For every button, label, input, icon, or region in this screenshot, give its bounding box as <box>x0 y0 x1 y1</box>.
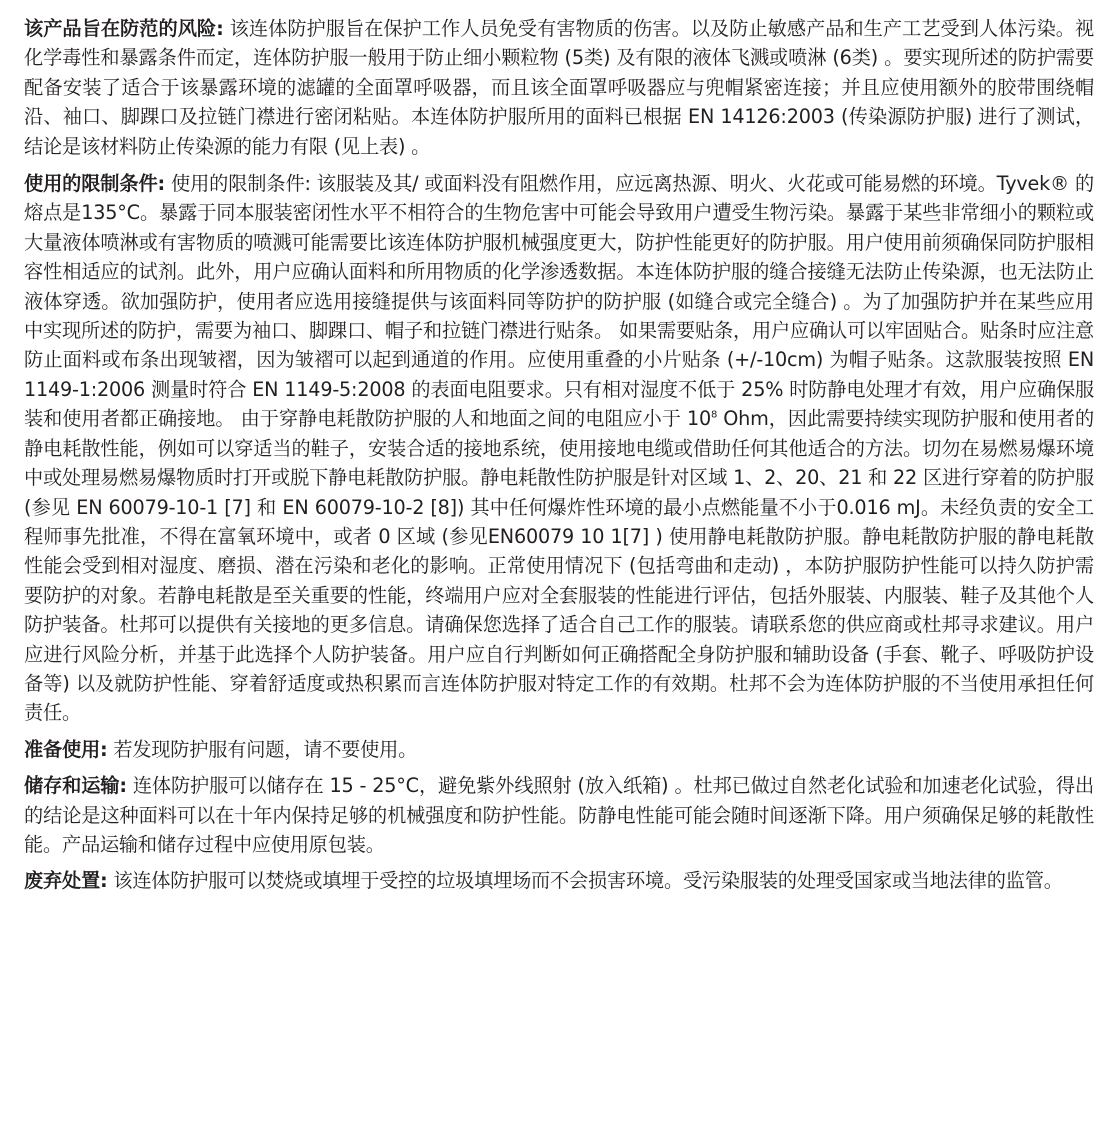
preparation-section <box>24 735 1094 764</box>
risk-text: 该连体防护服旨在保护工作人员免受有害物质的伤害。以及防止敏感产品和生产工艺受到人体污染。视化学毒性和暴露条件而定，连体防护服一般用于防止细小颗粒物 (5类) 及有限的液体飞溅或喷淋 (6类) 。要实现所述的防护需要配备安装了适合于该暴露环境的滤罐的全面罩呼吸器，而且该全面罩呼吸器应与兜帽紧密连接；并且应使用额外的胶带围绕帽沿、袖口、脚踝口及拉链门襟进行密闭粘贴。本连体防护服所用的面料已根据 EN 14126:2003 (传染源防护服) 进行了测试，结论是该材料防止传染源的能力有限 (见上表) 。 <box>24 17 1094 158</box>
storage-text: 连体防护服可以储存在 15 - 25°C，避免紫外线照射 (放入纸箱) 。杜邦已做过自然老化试验和加速老化试验，得出的结论是这种面料可以在十年内保持足够的机械强度和防护性能。防静电性能可能会随时间逐渐下降。用户须确保足够的耗散性能。产品运输和储存过程中应使用原包装。 <box>24 774 1094 856</box>
limitations-heading: 使用的限制条件: <box>24 172 166 196</box>
limitations-section <box>24 169 1094 728</box>
risk-heading: 该产品旨在防范的风险: <box>24 17 224 40</box>
preparation-text: 若发现防护服有问题，请不要使用。 <box>107 737 418 761</box>
disposal-section <box>24 866 1094 895</box>
storage-section <box>24 771 1094 859</box>
storage-heading: 储存和运输: <box>24 774 127 798</box>
preparation-heading: 准备使用: <box>24 737 108 761</box>
limitations-text-part2: Ohm，因此需要持续实现防护服和使用者的静电耗散性能，例如可以穿适当的鞋子，安装合适的接地系统，使用接地电缆或借助任何其他适合的方法。切勿在易燃易爆环境中或处理易燃易爆物质时打开或脱下静电耗散防护服。静电耗散性防护服是针对区域 1、2、20、21 和 22 区进行穿着的防护服 (参见 EN 60079-10-1 [7] 和 EN 60079-10-2 [8]) 其中任何爆炸性环境的最小点燃能量不小于0.016 mJ。未经负责的安全工程师事先批准，不得在富氧环境中，或者 0 区域 (参见EN60079 10 1[7] ) 使用静电耗散防护服。静电耗散防护服的静电耗散性能会受到相对湿度、磨损、潜在污染和老化的影响。正常使用情况下 (包括弯曲和走动) ，本防护服防护性能可以持久防护需要防护的对象。若静电耗散是至关重要的性能，终端用户应对全套服装的性能进行评估，包括外服装、内服装、鞋子及其他个人防护装备。杜邦可以提供有关接地的更多信息。请确保您选择了适合自己工作的服装。请联系您的供应商或杜邦寻求建议。用户应进行风险分析，并基于此选择个人防护装备。用户应自行判断如何正确搭配全身防护服和辅助设备 (手套、靴子、呼吸防护设备等) 以及就防护性能、穿着舒适度或热积累而言连体防护服对特定工作的有效期。杜邦不会为连体防护服的不当使用承担任何责任。 <box>24 407 1094 725</box>
disposal-text: 该连体防护服可以焚烧或填埋于受控的垃圾填埋场而不会损害环境。受污染服装的处理受国家或当地法律的监管。 <box>107 869 1063 893</box>
disposal-heading: 废弃处置: <box>24 869 108 893</box>
limitations-text-part1: 使用的限制条件: 该服装及其/ 或面料没有阻燃作用，应远离热源、明火、火花或可能易燃的环境。Tyvek® 的熔点是135°C。暴露于同本服装密闭性水平不相符合的生物危害中可能会导致用户遭受生物污染。暴露于某些非常细小的颗粒或大量液体喷淋或有害物质的喷溅可能需要比该连体防护服机械强度更大，防护性能更好的防护服。用户使用前须确保同防护服相容性相适应的试剂。此外，用户应确认面料和所用物质的化学渗透数据。本连体防护服的缝合接缝无法防止传染源，也无法防止液体穿透。欲加强防护，使用者应选用接缝提供与该面料同等防护的防护服 (如缝合或完全缝合) 。为了加强防护并在某些应用中实现所述的防护，需要为袖口、脚踝口、帽子和拉链门襟进行贴条。 如果需要贴条，用户应确认可以牢固贴合。贴条时应注意防止面料或布条出现皱褶，因为皱褶可以起到通道的作用。应使用重叠的小片贴条 (+/-10cm) 为帽子贴条。这款服装按照 EN 1149-1:2006 测量时符合 EN 1149-5:2008 的表面电阻要求。只有相对湿度不低于 25% 时防静电处理才有效，用户应确保服装和使用者都正确接地。 由于穿静电耗散防护服的人和地面之间的电阻应小于 10 <box>24 172 1095 431</box>
risk-section <box>24 14 1094 161</box>
exponent-superscript: 8 <box>710 409 718 421</box>
